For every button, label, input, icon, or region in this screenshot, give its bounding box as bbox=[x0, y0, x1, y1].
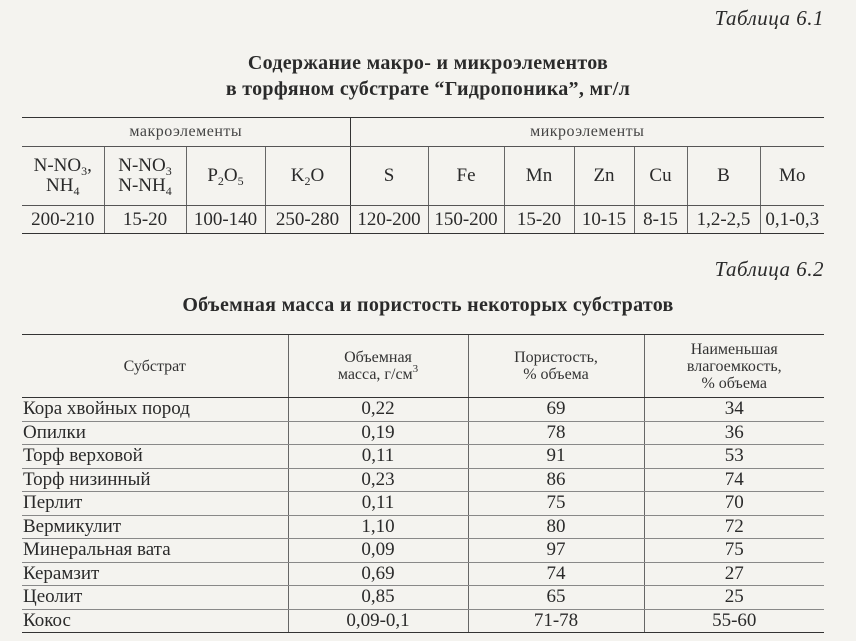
header-p2o5: $P_2O_5$ bbox=[186, 147, 265, 206]
value-cell: 120-200 bbox=[350, 206, 428, 234]
header-substrate: Субстрат bbox=[22, 335, 288, 398]
value-cell: 250-280 bbox=[265, 206, 350, 234]
porosity-cell: 97 bbox=[468, 539, 644, 563]
table-row bbox=[22, 492, 824, 516]
table-6-2-header-row bbox=[22, 335, 824, 398]
header-k2o: $K_2O$ bbox=[265, 147, 350, 206]
bulk-mass-cell: 0,85 bbox=[288, 586, 468, 610]
value-cell: 200-210 bbox=[22, 206, 104, 234]
bulk-mass-cell: 0,11 bbox=[288, 445, 468, 469]
porosity-cell: 74 bbox=[468, 562, 644, 586]
porosity-cell: 80 bbox=[468, 515, 644, 539]
table-row bbox=[22, 539, 824, 563]
substrate-cell: Торф верховой bbox=[22, 445, 288, 469]
bulk-mass-cell: 0,09-0,1 bbox=[288, 609, 468, 633]
bulk-mass-cell: 0,19 bbox=[288, 421, 468, 445]
table-row bbox=[22, 421, 824, 445]
substrate-cell: Минеральная вата bbox=[22, 539, 288, 563]
header-fe: Fe bbox=[428, 147, 504, 206]
porosity-cell: 78 bbox=[468, 421, 644, 445]
table-6-1-title-line2: в торфяном субстрате “Гидропоника”, мг/л bbox=[225, 78, 631, 100]
capacity-cell: 25 bbox=[644, 586, 824, 610]
group-micro: микроэлементы bbox=[350, 118, 824, 147]
table-row bbox=[22, 515, 824, 539]
group-macro: макроэлементы bbox=[22, 118, 350, 147]
substrate-cell: Кора хвойных пород bbox=[22, 398, 288, 422]
substrate-cell: Торф низинный bbox=[22, 468, 288, 492]
substrate-cell: Цеолит bbox=[22, 586, 288, 610]
table-6-1-header-row bbox=[22, 147, 824, 206]
header-bulk-mass: Объемная масса, $г/см^3$ bbox=[288, 335, 468, 398]
table-row bbox=[22, 445, 824, 469]
header-moisture-capacity: Наименьшая влагоемкость, % объема bbox=[644, 335, 824, 398]
table-6-2-body bbox=[22, 398, 824, 633]
table-row bbox=[22, 586, 824, 610]
value-cell: 150-200 bbox=[428, 206, 504, 234]
porosity-cell: 91 bbox=[468, 445, 644, 469]
capacity-cell: 72 bbox=[644, 515, 824, 539]
table-6-1-caption: Таблица 6.1 bbox=[714, 6, 824, 30]
value-cell: 100-140 bbox=[186, 206, 265, 234]
header-mn: Mn bbox=[504, 147, 574, 206]
value-cell: 8-15 bbox=[634, 206, 687, 234]
substrate-cell: Вермикулит bbox=[22, 515, 288, 539]
bulk-mass-cell: 0,09 bbox=[288, 539, 468, 563]
capacity-cell: 53 bbox=[644, 445, 824, 469]
bulk-mass-cell: 0,69 bbox=[288, 562, 468, 586]
bulk-mass-cell: 1,10 bbox=[288, 515, 468, 539]
header-zn: Zn bbox=[574, 147, 634, 206]
header-nno3-nnh4: $N-NO_3$ $N-NH_4$ bbox=[104, 147, 186, 206]
header-porosity: Пористость, % объема bbox=[468, 335, 644, 398]
table-6-1-group-row bbox=[22, 118, 824, 147]
table-6-1 bbox=[22, 117, 824, 234]
table-row bbox=[22, 609, 824, 633]
bulk-mass-cell: 0,22 bbox=[288, 398, 468, 422]
porosity-cell: 69 bbox=[468, 398, 644, 422]
porosity-cell: 65 bbox=[468, 586, 644, 610]
table-6-1-title-line1: Содержание макро- и микроэлементов bbox=[247, 52, 609, 74]
capacity-cell: 34 bbox=[644, 398, 824, 422]
table-6-2 bbox=[22, 334, 824, 633]
header-mo: Mo bbox=[760, 147, 824, 206]
table-6-2-caption: Таблица 6.2 bbox=[714, 257, 824, 281]
capacity-cell: 27 bbox=[644, 562, 824, 586]
header-b: B bbox=[687, 147, 760, 206]
capacity-cell: 36 bbox=[644, 421, 824, 445]
table-row bbox=[22, 398, 824, 422]
table-row bbox=[22, 562, 824, 586]
value-cell: 1,2-2,5 bbox=[687, 206, 760, 234]
capacity-cell: 74 bbox=[644, 468, 824, 492]
table-row bbox=[22, 468, 824, 492]
value-cell: 0,1-0,3 bbox=[760, 206, 824, 234]
capacity-cell: 55-60 bbox=[644, 609, 824, 633]
header-cu: Cu bbox=[634, 147, 687, 206]
capacity-cell: 70 bbox=[644, 492, 824, 516]
substrate-cell: Перлит bbox=[22, 492, 288, 516]
value-cell: 15-20 bbox=[504, 206, 574, 234]
substrate-cell: Керамзит bbox=[22, 562, 288, 586]
substrate-cell: Кокос bbox=[22, 609, 288, 633]
substrate-cell: Опилки bbox=[22, 421, 288, 445]
porosity-cell: 75 bbox=[468, 492, 644, 516]
capacity-cell: 75 bbox=[644, 539, 824, 563]
bulk-mass-cell: 0,23 bbox=[288, 468, 468, 492]
table-6-1-values-row bbox=[22, 206, 824, 234]
header-nno3-nh4: $N-NO_3$, $NH_4$ bbox=[22, 147, 104, 206]
header-s: S bbox=[350, 147, 428, 206]
table-6-2-title: Объемная масса и пористость некоторых субстратов bbox=[182, 294, 674, 316]
porosity-cell: 71-78 bbox=[468, 609, 644, 633]
bulk-mass-cell: 0,11 bbox=[288, 492, 468, 516]
value-cell: 15-20 bbox=[104, 206, 186, 234]
porosity-cell: 86 bbox=[468, 468, 644, 492]
value-cell: 10-15 bbox=[574, 206, 634, 234]
